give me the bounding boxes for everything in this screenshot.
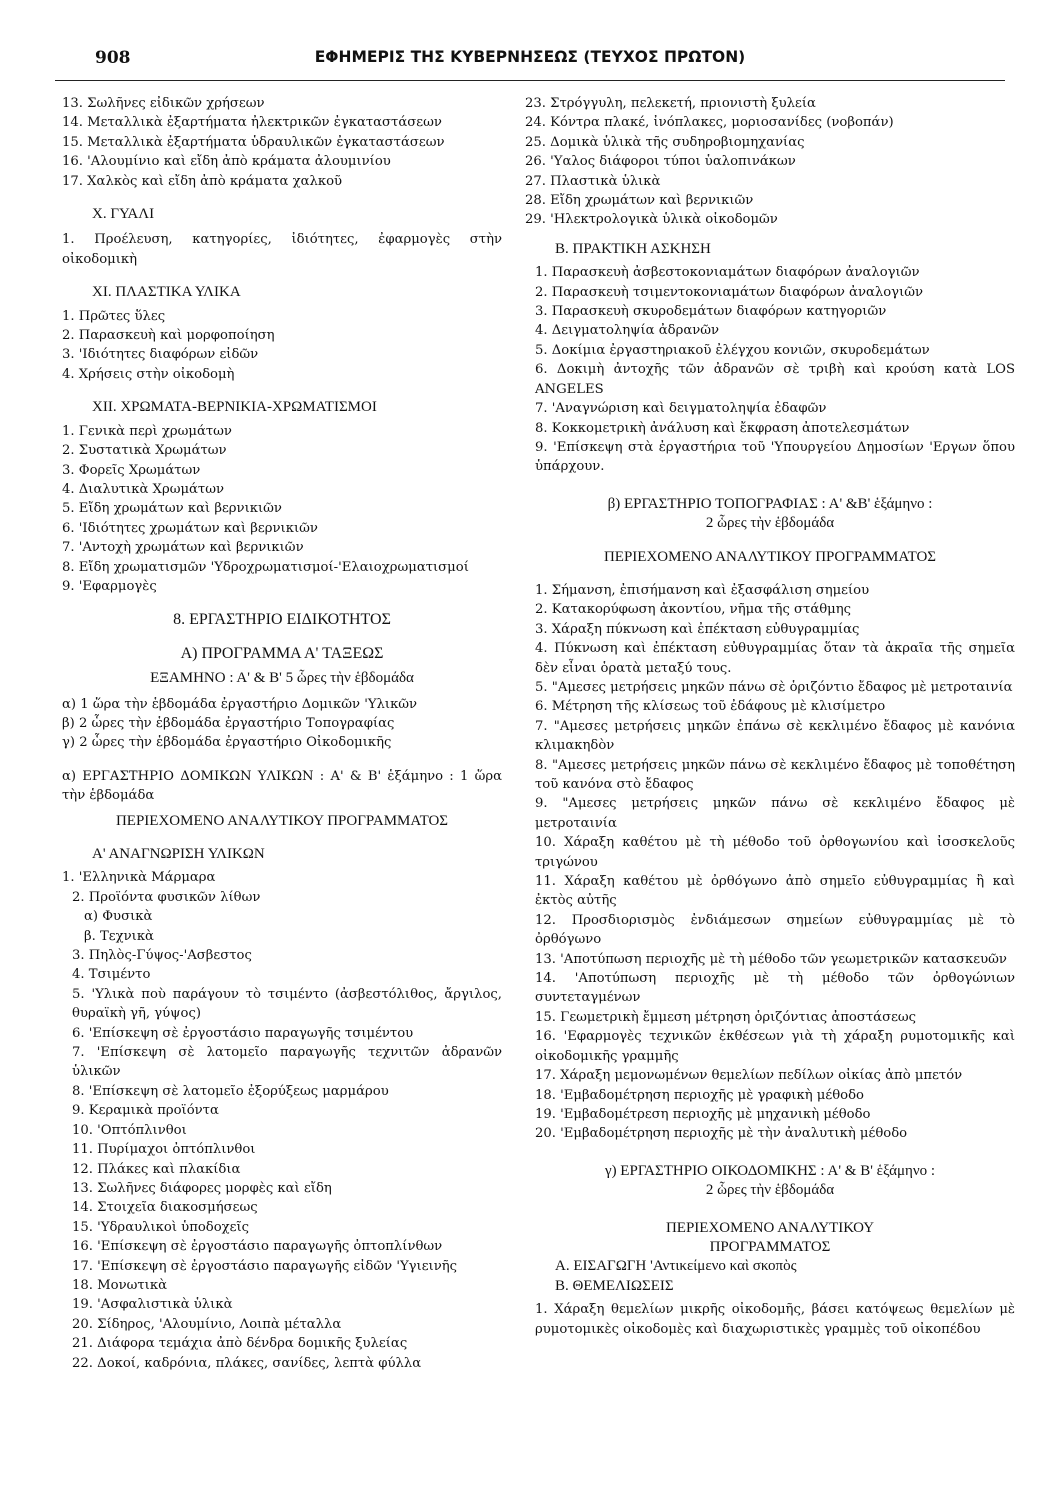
list-item: 7. 'Αντοχὴ χρωμάτων καὶ βερνικιῶν bbox=[62, 540, 304, 556]
list-item: 28. Εἴδη χρωμάτων καὶ βερνικιῶν bbox=[525, 193, 754, 209]
list-item: 1. Πρῶτες ὕλες bbox=[62, 308, 166, 324]
list-item: 29. 'Ηλεκτρολογικὰ ὑλικὰ οἰκοδομῶν bbox=[525, 212, 778, 228]
list-item: 16. 'Εφαρμογὲς τεχνικῶν ἐκθέσεων γιὰ τὴ χάραξη ρυμοτομικῆς καὶ οἰκοδομικῆς γραμμῆς bbox=[535, 1029, 1015, 1064]
lab-c-heading: γ) ΕΡΓΑΣΤΗΡΙΟ ΟΙΚΟΔΟΜΙΚΗΣ : Α' & Β' ἑξάμηνο : bbox=[604, 1162, 936, 1179]
list-item: 9. Κεραμικὰ προϊόντα bbox=[72, 1103, 219, 1119]
list-item: 10. Χάραξη καθέτου μὲ τὴ μέθοδο τοῦ ὀρθογωνίου καὶ ἰσοσκελοῦς τριγώνου bbox=[535, 835, 1015, 870]
list-item: β. Τεχνικὰ bbox=[84, 928, 154, 944]
list-item: 6. 'Ιδιότητες χρωμάτων καὶ βερνικιῶν bbox=[62, 520, 318, 536]
content-title-line-2: ΠΡΟΓΡΑΜΜΑΤΟΣ bbox=[709, 1238, 831, 1255]
list-item: 7. 'Αναγνώριση καὶ δειγματοληψία ἐδαφῶν bbox=[535, 401, 827, 417]
list-item: 17. Χαλκὸς καὶ εἴδη ἀπὸ κράματα χαλκοῦ bbox=[62, 173, 343, 189]
list-item: 5. "Αμεσες μετρήσεις μηκῶν πάνω σὲ ὁριζόντιο ἔδαφος μὲ μετροταινία bbox=[535, 679, 1013, 695]
workshop-title: 8. ΕΡΓΑΣΤΗΡΙΟ ΕΙΔΙΚΟΤΗΤΟΣ bbox=[173, 611, 391, 629]
list-item: 22. Δοκοί, καδρόνια, πλάκες, σανίδες, λεπτὰ φύλλα bbox=[72, 1355, 422, 1371]
intro-line: Α. ΕΙΣΑΓΩΓΗ 'Αντικείμενο καὶ σκοπὸς bbox=[555, 1258, 797, 1275]
list-item: 3. Φορεῖς Χρωμάτων bbox=[62, 462, 201, 478]
list-item: 25. Δομικὰ ὑλικὰ τῆς συδηροβιομηχανίας bbox=[525, 134, 805, 150]
list-item: 2. Κατακορύφωση ἀκοντίου, νῆμα τῆς στάθμης bbox=[535, 602, 852, 618]
list-item: 9. 'Επίσκεψη στὰ ἐργαστήρια τοῦ 'Υπουργείου Δημοσίων 'Εργων ὅπου ὑπάρχουν. bbox=[535, 439, 1015, 475]
list-item: 1. Γενικὰ περὶ χρωμάτων bbox=[62, 423, 232, 439]
list-item: 11. Πυρίμαχοι ὀπτόπλινθοι bbox=[72, 1142, 256, 1158]
list-item: α) 1 ὥρα τὴν ἑβδομάδα ἐργαστήριο Δομικῶν 'Υλικῶν bbox=[62, 696, 418, 712]
list-item: 2. Συστατικὰ Χρωμάτων bbox=[62, 443, 227, 459]
header-rule bbox=[55, 80, 1005, 81]
semester-line: ΕΞΑΜΗΝΟ : Α' & Β' 5 ὧρες τὴν ἑβδομάδα bbox=[150, 670, 414, 687]
page-number: 908 bbox=[95, 48, 131, 68]
list-item: 15. Μεταλλικὰ ἐξαρτήματα ὑδραυλικῶν ἐγκαταστάσεων bbox=[62, 134, 445, 150]
list-item: 2. Παρασκευὴ καὶ μορφοποίηση bbox=[62, 328, 275, 344]
list-item: 14. 'Αποτύπωση περιοχῆς μὲ τὴ μέθοδο τῶν ὀρθογώνιων συντεταγμένων bbox=[535, 971, 1015, 1006]
list-item: 13. Σωλῆνες διάφορες μορφὲς καὶ εἴδη bbox=[72, 1180, 332, 1196]
list-item: 15. Γεωμετρικὴ ἔμμεση μέτρηση ὁριζόντιας ἀποστάσεως bbox=[535, 1009, 917, 1025]
list-item: 8. 'Επίσκεψη σὲ λατομεῖο ἐξορύξεως μαρμάρου bbox=[72, 1083, 389, 1099]
list-item: 17. 'Επίσκεψη σὲ ἐργοστάσιο παραγωγῆς εἰδῶν 'Υγιεινῆς bbox=[72, 1258, 458, 1274]
list-item: 24. Κόντρα πλακέ, ἰνόπλακες, μοριοσανίδες (νοβοπάν) bbox=[525, 115, 894, 131]
list-item: 8. Κοκκομετρικὴ ἀνάλυση καὶ ἔκφραση ἀποτελεσμάτων bbox=[535, 420, 910, 436]
content-title: ΠΕΡΙΕΧΟΜΕΝΟ ΑΝΑΛΥΤΙΚΟΥ ΠΡΟΓΡΑΜΜΑΤΟΣ bbox=[115, 812, 449, 829]
list-item: 27. Πλαστικὰ ὑλικὰ bbox=[525, 173, 661, 189]
list-item: 5. Δοκίμια ἐργαστηριακοῦ ἐλέγχου κονιῶν, σκυροδεμάτων bbox=[535, 342, 930, 358]
list-item: α) Φυσικὰ bbox=[84, 909, 153, 925]
list-item: 4. Διαλυτικὰ Χρωμάτων bbox=[62, 481, 224, 497]
list-item: 1. Παρασκευὴ ἀσβεστοκονιαμάτων διαφόρων ἀναλογιῶν bbox=[535, 265, 920, 281]
list-item: 2. Παρασκευὴ τσιμεντοκονιαμάτων διαφόρων ἀναλογιῶν bbox=[535, 284, 924, 300]
list-item: 20. Σίδηρος, 'Αλουμίνιο, Λοιπὰ μέταλλα bbox=[72, 1316, 342, 1332]
list-item: 16. 'Επίσκεψη σὲ ἐργοστάσιο παραγωγῆς ὀπτοπλίνθων bbox=[72, 1239, 443, 1255]
list-item: 6. 'Επίσκεψη σὲ ἐργοστάσιο παραγωγῆς τσιμέντου bbox=[72, 1025, 414, 1041]
list-item: 1. 'Ελληνικὰ Μάρμαρα bbox=[62, 870, 216, 886]
list-item: 3. Πηλὸς-Γύψος-'Ασβεστος bbox=[72, 948, 252, 964]
foundations-line: Β. ΘΕΜΕΛΙΩΣΕΙΣ bbox=[555, 1277, 674, 1294]
list-item: 17. Χάραξη μεμονωμένων θεμελίων πεδίλων οἰκίας ἀπὸ μπετόν bbox=[535, 1068, 963, 1084]
list-item: 26. 'Υαλος διάφοροι τύποι ὑαλοπινάκων bbox=[525, 154, 796, 170]
list-item: 7. 'Επίσκεψη σὲ λατομεῖο παραγωγῆς τεχνιτῶν ἀδρανῶν ὑλικῶν bbox=[72, 1045, 502, 1080]
list-item: 2. Προϊόντα φυσικῶν λίθων bbox=[72, 889, 261, 905]
list-item: 14. Μεταλλικὰ ἐξαρτήματα ἠλεκτρικῶν ἐγκαταστάσεων bbox=[62, 115, 442, 131]
list-item: 21. Διάφορα τεμάχια ἀπὸ δένδρα δομικῆς ξυλείας bbox=[72, 1336, 408, 1352]
list-item: 9. "Αμεσες μετρήσεις μηκῶν πάνω σὲ κεκλιμένο ἔδαφος μὲ μετροταινία bbox=[535, 796, 1015, 831]
list-item: 4. Χρήσεις στὴν οἰκοδομὴ bbox=[62, 366, 235, 382]
section-heading-paints: ΧΙΙ. ΧΡΩΜΑΤΑ-ΒΕΡΝΙΚΙΑ-ΧΡΩΜΑΤΙΣΜΟΙ bbox=[92, 399, 377, 416]
list-item: 20. 'Εμβαδομέτρηση περιοχῆς μὲ τὴν ἀναλυτικὴ μέθοδο bbox=[535, 1126, 908, 1142]
list-item: 23. Στρόγγυλη, πελεκετή, πριονιστὴ ξυλεία bbox=[525, 96, 816, 111]
lab-c-hours: 2 ὧρες τὴν ἑβδομάδα bbox=[705, 1182, 835, 1199]
list-item: 7. "Αμεσες μετρήσεις μηκῶν ἐπάνω σὲ κεκλιμένο ἔδαφος μὲ κανόνια κλιμακηδὸν bbox=[535, 718, 1015, 754]
list-item: β) 2 ὧρες τὴν ἑβδομάδα ἐργαστήριο Τοπογραφίας bbox=[62, 715, 395, 731]
lab-a-heading: α) ΕΡΓΑΣΤΗΡΙΟ ΔΟΜΙΚΩΝ ΥΛΙΚΩΝ : Α' & Β' ἑξάμηνο : 1 ὥρα τὴν ἑβδομάδα bbox=[62, 768, 502, 804]
list-item: 4. Δειγματοληψία ἀδρανῶν bbox=[535, 323, 720, 339]
list-item: 13. Σωλῆνες εἰδικῶν χρήσεων bbox=[62, 96, 265, 111]
right-column bbox=[525, 94, 1015, 1339]
program-title: Α) ΠΡΟΓΡΑΜΜΑ Α' ΤΑΞΕΩΣ bbox=[180, 644, 384, 662]
list-item: 15. 'Υδραυλικοὶ ὑποδοχεῖς bbox=[72, 1219, 250, 1235]
section-heading-glass: Χ. ΓΥΑΛΙ bbox=[92, 206, 155, 223]
recognition-title: Α' ΑΝΑΓΝΩΡΙΣΗ ΥΛΙΚΩΝ bbox=[92, 846, 265, 862]
page-header bbox=[55, 48, 1005, 76]
list-item: 6. Μέτρηση τῆς κλίσεως τοῦ ἐδάφους μὲ κλισίμετρο bbox=[535, 699, 886, 715]
list-item: 12. Προσδιορισμὸς ἐνδιάμεσων σημείων εὐθυγραμμίας μὲ τὸ ὀρθόγωνο bbox=[535, 912, 1015, 948]
section-heading-plastics: ΧΙ. ΠΛΑΣΤΙΚΑ ΥΛΙΚΑ bbox=[92, 284, 241, 301]
list-item: 12. Πλάκες καὶ πλακίδια bbox=[72, 1161, 241, 1177]
list-item: 5. Εἴδη χρωμάτων καὶ βερνικιῶν bbox=[62, 501, 282, 517]
left-column bbox=[62, 94, 502, 1373]
list-item: 4. Τσιμέντο bbox=[72, 967, 151, 983]
list-item: 6. Δοκιμὴ ἀντοχῆς τῶν ἀδρανῶν σὲ τριβὴ καὶ κρούση κατὰ LOS ANGELES bbox=[535, 362, 1015, 397]
content-title-line-1: ΠΕΡΙΕΧΟΜΕΝΟ ΑΝΑΛΥΤΙΚΟΥ bbox=[665, 1219, 875, 1236]
list-item: 3. Χάραξη πύκνωση καὶ ἐπέκταση εὐθυγραμμίας bbox=[535, 621, 860, 637]
list-item: 1. Προέλευση, κατηγορίες, ἰδιότητες, ἐφαρμογὲς στὴν οἰκοδομικὴ bbox=[62, 232, 502, 267]
list-item: 9. 'Εφαρμογὲς bbox=[62, 578, 157, 594]
list-item: 3. 'Ιδιότητες διαφόρων εἰδῶν bbox=[62, 347, 259, 363]
list-item: 16. 'Αλουμίνιο καὶ εἴδη ἀπὸ κράματα ἀλουμινίου bbox=[62, 154, 391, 170]
list-item: 18. Μονωτικὰ bbox=[72, 1277, 167, 1293]
lab-b-heading: β) ΕΡΓΑΣΤΗΡΙΟ ΤΟΠΟΓΡΑΦΙΑΣ : Α' &Β' ἑξάμηνο : bbox=[607, 495, 933, 512]
list-item: 1. Χάραξη θεμελίων μικρῆς οἰκοδομῆς, βάσει κατόψεως θεμελίων μὲ ρυμοτομικὲς οἰκοδομὲς καὶ διαχωριστικὲς γραμμὲς τοῦ οἰκοπέδου bbox=[535, 1302, 1015, 1337]
list-item: 19. 'Ασφαλιστικὰ ὑλικὰ bbox=[72, 1297, 233, 1313]
list-item: 10. 'Οπτόπλινθοι bbox=[72, 1122, 187, 1138]
content-title: ΠΕΡΙΕΧΟΜΕΝΟ ΑΝΑΛΥΤΙΚΟΥ ΠΡΟΓΡΑΜΜΑΤΟΣ bbox=[603, 548, 937, 565]
list-item: 14. Στοιχεῖα διακοσμήσεως bbox=[72, 1200, 258, 1216]
list-item: 13. 'Αποτύπωση περιοχῆς μὲ τὴ μέθοδο τῶν γεωμετρικῶν κατασκευῶν bbox=[535, 951, 1007, 967]
list-item: 3. Παρασκευὴ σκυροδεμάτων διαφόρων κατηγοριῶν bbox=[535, 304, 887, 320]
list-item: 19. 'Εμβαδομέτρεση περιοχῆς μὲ μηχανικὴ μέθοδο bbox=[535, 1106, 871, 1122]
list-item: γ) 2 ὧρες τὴν ἑβδομάδα ἐργαστήριο Οἰκοδομικῆς bbox=[62, 735, 392, 751]
list-item: 4. Πύκνωση καὶ ἐπέκταση εὐθυγραμμίας ὅταν τὰ ἀκραῖα τῆς σημεῖα δὲν εἶναι ὁρατὰ μεταξύ τους. bbox=[535, 641, 1015, 676]
list-item: 8. Εἴδη χρωματισμῶν 'Υδροχρωματισμοί-'Ελαιοχρωματισμοί bbox=[62, 559, 469, 575]
practice-title: Β. ΠΡΑΚΤΙΚΗ ΑΣΚΗΣΗ bbox=[555, 240, 711, 257]
list-item: 8. "Αμεσες μετρήσεις μηκῶν πάνω σὲ κεκλιμένο ἔδαφος μὲ τοποθέτηση τοῦ κανόνα στὸ ἔδαφος bbox=[535, 757, 1015, 792]
lab-b-hours: 2 ὧρες τὴν ἑβδομάδα bbox=[705, 515, 835, 532]
list-item: 1. Σήμανση, ἐπισήμανση καὶ ἐξασφάλιση σημείου bbox=[535, 582, 870, 598]
list-item: 18. 'Εμβαδομέτρηση περιοχῆς μὲ γραφικὴ μέθοδο bbox=[535, 1087, 864, 1103]
list-item: 11. Χάραξη καθέτου μὲ ὀρθόγωνο ἀπὸ σημεῖο εὐθυγραμμίας ἢ καὶ ἐκτὸς αὐτῆς bbox=[535, 874, 1015, 909]
gazette-title: ΕΦΗΜΕΡΙΣ ΤΗΣ ΚΥΒΕΡΝΗΣΕΩΣ (ΤΕΥΧΟΣ ΠΡΩΤΟΝ) bbox=[314, 48, 746, 66]
list-item: 5. 'Υλικὰ ποὺ παράγουν τὸ τσιμέντο (ἀσβεστόλιθος, ἄργιλος, θυραϊκὴ γῆ, γύψος) bbox=[72, 986, 502, 1022]
